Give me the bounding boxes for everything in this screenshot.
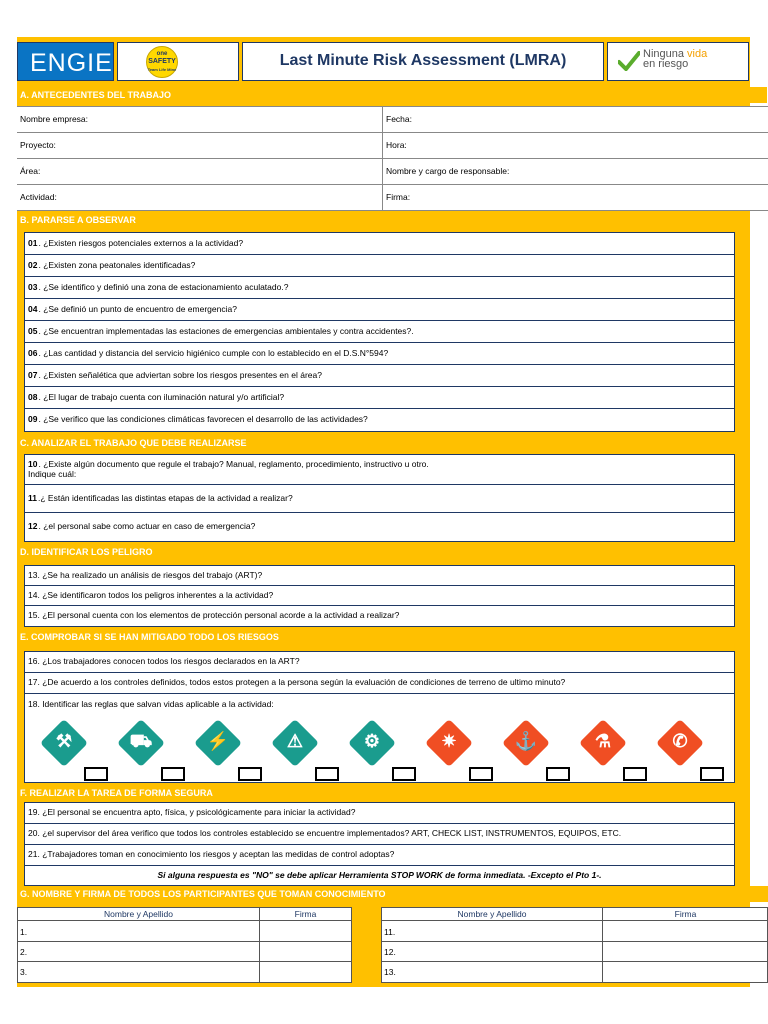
question-number: 13 bbox=[28, 569, 38, 580]
gas-cylinder-icon bbox=[579, 719, 627, 767]
question-row[interactable] bbox=[25, 409, 734, 431]
safety-badge-icon bbox=[146, 46, 178, 78]
section-a-header bbox=[17, 87, 767, 103]
rule-checkbox[interactable] bbox=[238, 767, 262, 781]
question-row[interactable] bbox=[25, 387, 734, 409]
question-number: 15 bbox=[28, 610, 38, 621]
question-number: 12 bbox=[28, 521, 38, 532]
question-text: . ¿De acuerdo a los controles definidos, todos estos protegen a la persona según la evaluación de condiciones de terreno de ultimo minuto? bbox=[37, 677, 566, 688]
question-text: . ¿Los trabajadores conocen todos los riesgos declarados en la ART? bbox=[37, 656, 300, 667]
section-a-title: A. ANTECEDENTES DEL TRABAJO bbox=[20, 90, 172, 100]
stop-work-note: Si alguna respuesta es "NO" se debe aplicar Herramienta STOP WORK de forma inmediata. -Excepto el Pto 1-. bbox=[157, 870, 602, 881]
section-d-header bbox=[17, 544, 750, 560]
section-e-title: E. COMPROBAR SI SE HAN MITIGADO TODO LOS RIESGOS bbox=[20, 632, 279, 642]
slogan-text bbox=[643, 49, 707, 69]
question-row[interactable] bbox=[25, 455, 734, 485]
safety-bot-text: Team Life Mine bbox=[147, 67, 177, 72]
icon-glyph: ✷ bbox=[441, 731, 457, 751]
field-fecha[interactable]: Fecha: bbox=[382, 107, 768, 132]
form-header bbox=[17, 37, 750, 87]
participant-row[interactable]: 2. bbox=[18, 942, 351, 962]
participant-row[interactable]: 11. bbox=[382, 922, 767, 942]
question-number: 19 bbox=[28, 807, 38, 818]
section-c-title: C. ANALIZAR EL TRABAJO QUE DEBE REALIZARSE bbox=[20, 438, 247, 448]
icon-glyph: ⚙ bbox=[363, 731, 381, 751]
question-number: 20 bbox=[28, 828, 38, 839]
section-e-header bbox=[17, 629, 750, 645]
questions-f bbox=[24, 802, 735, 886]
section-b-title: B. PARARSE A OBSERVAR bbox=[20, 215, 136, 225]
page-title: Last Minute Risk Assessment (LMRA) bbox=[279, 52, 567, 69]
question-text: . ¿Trabajadores toman en conocimiento los riesgos y aceptan las medidas de control adoptas? bbox=[37, 849, 395, 860]
question-row[interactable] bbox=[25, 343, 734, 365]
rule-checkbox[interactable] bbox=[161, 767, 185, 781]
questions-b bbox=[24, 232, 735, 432]
question-text: . ¿Se encuentran implementadas las estaciones de emergencias ambientales y contra accidentes?. bbox=[38, 325, 414, 336]
slogan-line1-a: Ninguna bbox=[643, 48, 688, 60]
section-f-header bbox=[17, 785, 750, 801]
question-row[interactable] bbox=[25, 586, 734, 606]
participant-row[interactable]: 3. bbox=[20, 967, 28, 977]
rule-checkbox[interactable] bbox=[469, 767, 493, 781]
section-g-title: G. NOMBRE Y FIRMA DE TODOS LOS PARTICIPANTES QUE TOMAN CONOCIMIENTO bbox=[20, 889, 386, 899]
question-row[interactable] bbox=[25, 365, 734, 387]
rule-checkbox[interactable] bbox=[546, 767, 570, 781]
question-number: 17 bbox=[28, 677, 38, 688]
explosion-icon bbox=[425, 719, 473, 767]
field-empresa[interactable]: Nombre empresa: bbox=[20, 113, 89, 124]
icon-glyph: ⚓ bbox=[514, 731, 538, 751]
participant-row[interactable]: 12. bbox=[382, 942, 767, 962]
antecedentes-table bbox=[17, 106, 768, 211]
field-firma[interactable]: Firma: bbox=[382, 185, 768, 210]
question-number: 02 bbox=[28, 259, 38, 270]
question-number: 14 bbox=[28, 589, 38, 600]
one-safety-logo bbox=[117, 42, 239, 81]
slogan-line1-b: vida bbox=[687, 48, 708, 60]
icon-glyph: ⚒ bbox=[55, 731, 73, 751]
question-number: 03 bbox=[28, 281, 38, 292]
question-number: 16 bbox=[28, 656, 38, 667]
question-number: 18 bbox=[28, 698, 38, 709]
section-f-title: F. REALIZAR LA TAREA DE FORMA SEGURA bbox=[20, 788, 213, 798]
rule-checkbox[interactable] bbox=[623, 767, 647, 781]
electrical-icon bbox=[194, 719, 242, 767]
rule-checkbox[interactable] bbox=[84, 767, 108, 781]
work-at-height-icon bbox=[271, 719, 319, 767]
question-row[interactable] bbox=[25, 652, 734, 673]
question-text: . ¿Existe algún documento que regule el trabajo? Manual, reglamento, procedimiento, instructivo u otro. bbox=[38, 458, 429, 469]
antecedentes-row bbox=[17, 159, 768, 185]
question-row[interactable] bbox=[25, 277, 734, 299]
field-proyecto[interactable]: Proyecto: bbox=[20, 139, 56, 150]
question-row[interactable] bbox=[25, 485, 734, 513]
vehicle-pedestrian-icon bbox=[117, 719, 165, 767]
question-row[interactable] bbox=[25, 845, 734, 866]
question-text: .¿ Están identificadas las distintas etapas de la actividad a realizar? bbox=[38, 492, 293, 503]
brand-slogan bbox=[607, 42, 749, 81]
section-c-header bbox=[17, 435, 750, 451]
question-text: . ¿Existen zona peatonales identificadas? bbox=[38, 259, 196, 270]
lockout-icon bbox=[40, 719, 88, 767]
question-row[interactable] bbox=[25, 299, 734, 321]
section-b-header bbox=[17, 212, 750, 228]
suspended-load-icon bbox=[502, 719, 550, 767]
question-row[interactable] bbox=[25, 803, 734, 824]
question-row[interactable] bbox=[25, 321, 734, 343]
icon-glyph: ⚠ bbox=[286, 731, 304, 751]
safety-top-text: one bbox=[156, 51, 168, 57]
question-text: . ¿Existen riesgos potenciales externos a la actividad? bbox=[38, 237, 244, 248]
question-text: . ¿el personal sabe como actuar en caso de emergencia? bbox=[38, 521, 256, 532]
question-subtext: Indique cuál: bbox=[28, 468, 77, 479]
questions-c bbox=[24, 454, 735, 542]
rule-checkbox[interactable] bbox=[392, 767, 416, 781]
participants-table-left bbox=[17, 907, 352, 983]
question-text: . ¿Se verifico que las condiciones climáticas favorecen el desarrollo de las actividades? bbox=[38, 414, 368, 425]
question-number: 05 bbox=[28, 325, 38, 336]
question-row[interactable] bbox=[25, 606, 734, 626]
icon-glyph: ⛟ bbox=[129, 731, 153, 751]
question-number: 01 bbox=[28, 237, 38, 248]
question-row[interactable] bbox=[25, 513, 734, 541]
engie-logo-text: ENGIE bbox=[30, 49, 113, 77]
col-header-sign: Firma bbox=[602, 908, 768, 921]
confined-space-icon bbox=[348, 719, 396, 767]
rule-checkbox[interactable] bbox=[700, 767, 724, 781]
question-row[interactable] bbox=[25, 824, 734, 845]
question-text: . ¿El lugar de trabajo cuenta con iluminación natural y/o artificial? bbox=[38, 391, 285, 402]
rule-checkbox[interactable] bbox=[315, 767, 339, 781]
question-number: 21 bbox=[28, 849, 38, 860]
questions-e bbox=[24, 651, 735, 714]
section-d-title: D. IDENTIFICAR LOS PELIGRO bbox=[20, 547, 153, 557]
question-number: 04 bbox=[28, 303, 38, 314]
antecedentes-row bbox=[17, 133, 768, 159]
question-row[interactable] bbox=[25, 566, 734, 586]
question-row[interactable] bbox=[25, 255, 734, 277]
question-number: 11 bbox=[28, 492, 37, 503]
col-header-name: Nombre y Apellido bbox=[18, 908, 259, 921]
icon-glyph: ⚡ bbox=[206, 731, 230, 751]
col-header-sign: Firma bbox=[259, 908, 352, 921]
section-g-header bbox=[17, 886, 768, 902]
question-text: . ¿el supervisor del área verifico que todos los controles establecido se encuentre implementados? ART, CHECK LIST, INSTRUMENTOS, EQUIPOS, ETC. bbox=[37, 828, 622, 839]
safety-mid-text: SAFETY bbox=[148, 58, 176, 65]
question-number: 09 bbox=[28, 414, 38, 425]
engie-logo bbox=[17, 42, 114, 81]
question-text: . ¿Se ha realizado un análisis de riesgos del trabajo (ART)? bbox=[37, 569, 263, 580]
participant-row[interactable]: 13. bbox=[384, 967, 396, 977]
life-saving-rules-strip bbox=[24, 713, 735, 783]
question-number: 10 bbox=[28, 458, 38, 469]
question-text: . Identificar las reglas que salvan vidas aplicable a la actividad: bbox=[37, 698, 274, 709]
question-number: 06 bbox=[28, 347, 38, 358]
participant-row[interactable]: 1. bbox=[18, 922, 351, 942]
question-text: . ¿Se identifico y definió una zona de estacionamiento aculatado.? bbox=[38, 281, 289, 292]
question-number: 08 bbox=[28, 391, 38, 402]
field-actividad[interactable]: Actividad: bbox=[20, 191, 57, 202]
question-row[interactable] bbox=[25, 673, 734, 694]
title-box bbox=[242, 42, 604, 81]
question-text: . ¿Se definió un punto de encuentro de emergencia? bbox=[38, 303, 237, 314]
icon-glyph: ✆ bbox=[672, 731, 688, 751]
phone-driving-icon bbox=[656, 719, 704, 767]
participants-table-right bbox=[381, 907, 768, 983]
questions-d bbox=[24, 565, 735, 627]
icon-glyph: ⚗ bbox=[594, 731, 612, 751]
col-header-name: Nombre y Apellido bbox=[382, 908, 602, 921]
question-number: 07 bbox=[28, 369, 38, 380]
field-hora[interactable]: Hora: bbox=[382, 133, 768, 158]
field-area[interactable]: Área: bbox=[20, 165, 41, 176]
slogan-line2: en riesgo bbox=[643, 58, 689, 70]
question-text: . ¿El personal se encuentra apto, física, y psicológicamente para iniciar la actividad? bbox=[37, 807, 356, 818]
field-responsable[interactable]: Nombre y cargo de responsable: bbox=[382, 159, 768, 184]
question-row[interactable] bbox=[25, 694, 734, 715]
question-text: . ¿El personal cuenta con los elementos de protección personal acorde a la actividad a realizar? bbox=[37, 610, 400, 621]
question-row[interactable] bbox=[25, 233, 734, 255]
question-text: . ¿Existen señalética que adviertan sobre los riesgos presentes en el área? bbox=[38, 369, 322, 380]
question-text: . ¿Se identificaron todos los peligros inherentes a la actividad? bbox=[37, 589, 274, 600]
checkmark-icon bbox=[618, 51, 640, 71]
antecedentes-row bbox=[17, 107, 768, 133]
question-text: . ¿Las cantidad y distancia del servicio higiénico cumple con lo establecido en el D.S.N°594? bbox=[38, 347, 389, 358]
antecedentes-row bbox=[17, 185, 768, 211]
